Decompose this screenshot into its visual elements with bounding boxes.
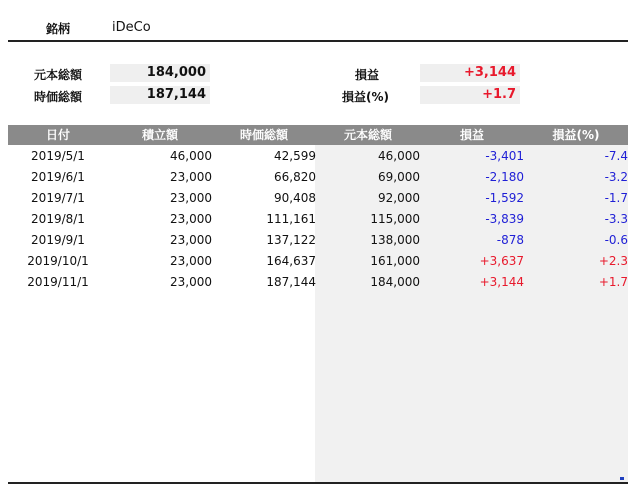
table-header — [8, 125, 628, 145]
table-row — [8, 230, 628, 251]
table-row — [8, 188, 628, 209]
cell-plpct[interactable]: -3.3 — [604, 212, 628, 226]
cell-pl[interactable]: -2,180 — [485, 170, 524, 184]
cell-market-value[interactable]: 164,637 — [266, 254, 316, 268]
col-header-contribution[interactable]: 積立額 — [141, 128, 178, 142]
col-header-pl[interactable]: 損益 — [459, 128, 484, 142]
plpct-label: 損益(%) — [342, 90, 389, 104]
col-header-market-value[interactable]: 時価総額 — [239, 128, 288, 142]
cell-date[interactable]: 2019/6/1 — [31, 170, 85, 184]
principal-label: 元本総額 — [34, 68, 83, 82]
cell-contribution[interactable]: 23,000 — [170, 233, 212, 247]
col-header-principal[interactable]: 元本総額 — [343, 128, 392, 142]
cell-market-value[interactable]: 137,122 — [266, 233, 316, 247]
table-row — [8, 146, 628, 167]
cell-plpct[interactable]: -0.6 — [604, 233, 628, 247]
cell-pl[interactable]: -3,401 — [485, 149, 524, 163]
cell-market-value[interactable]: 187,144 — [266, 275, 316, 289]
table-row — [8, 251, 628, 272]
plpct-value[interactable]: +1.7 — [420, 86, 520, 104]
cell-contribution[interactable]: 23,000 — [170, 212, 212, 226]
col-header-date[interactable]: 日付 — [45, 128, 70, 142]
cell-date[interactable]: 2019/9/1 — [31, 233, 85, 247]
cell-date[interactable]: 2019/11/1 — [27, 275, 89, 289]
brand-value[interactable]: iDeCo — [112, 20, 151, 35]
pl-value[interactable]: +3,144 — [420, 64, 520, 82]
cell-principal[interactable]: 138,000 — [370, 233, 420, 247]
cell-plpct[interactable]: -7.4 — [604, 149, 628, 163]
fill-handle-icon[interactable] — [620, 477, 624, 480]
cell-pl[interactable]: +3,637 — [479, 254, 524, 268]
cell-date[interactable]: 2019/5/1 — [31, 149, 85, 163]
cell-pl[interactable]: +3,144 — [479, 275, 524, 289]
cell-date[interactable]: 2019/7/1 — [31, 191, 85, 205]
header-divider — [8, 40, 628, 42]
cell-pl[interactable]: -3,839 — [485, 212, 524, 226]
cell-market-value[interactable]: 42,599 — [274, 149, 316, 163]
cell-contribution[interactable]: 23,000 — [170, 275, 212, 289]
cell-date[interactable]: 2019/8/1 — [31, 212, 85, 226]
table-row — [8, 272, 628, 293]
brand-label: 銘柄 — [46, 22, 71, 36]
cell-date[interactable]: 2019/10/1 — [27, 254, 89, 268]
market-value[interactable]: 187,144 — [110, 86, 210, 104]
cell-contribution[interactable]: 46,000 — [170, 149, 212, 163]
cell-principal[interactable]: 92,000 — [378, 191, 420, 205]
cell-principal[interactable]: 184,000 — [370, 275, 420, 289]
pl-label: 損益 — [355, 68, 380, 82]
table-row — [8, 209, 628, 230]
cell-plpct[interactable]: -1.7 — [604, 191, 628, 205]
cell-principal[interactable]: 46,000 — [378, 149, 420, 163]
cell-plpct[interactable]: +2.3 — [598, 254, 628, 268]
market-label: 時価総額 — [34, 90, 83, 104]
cell-plpct[interactable]: -3.2 — [604, 170, 628, 184]
table-row — [8, 167, 628, 188]
cell-principal[interactable]: 69,000 — [378, 170, 420, 184]
footer-divider — [8, 482, 628, 484]
cell-contribution[interactable]: 23,000 — [170, 191, 212, 205]
cell-market-value[interactable]: 90,408 — [274, 191, 316, 205]
cell-market-value[interactable]: 111,161 — [266, 212, 316, 226]
principal-value[interactable]: 184,000 — [110, 64, 210, 82]
cell-contribution[interactable]: 23,000 — [170, 254, 212, 268]
col-header-plpct[interactable]: 損益(%) — [552, 128, 600, 142]
cell-pl[interactable]: -1,592 — [485, 191, 524, 205]
cell-market-value[interactable]: 66,820 — [274, 170, 316, 184]
cell-pl[interactable]: -878 — [496, 233, 524, 247]
cell-contribution[interactable]: 23,000 — [170, 170, 212, 184]
cell-principal[interactable]: 115,000 — [370, 212, 420, 226]
cell-principal[interactable]: 161,000 — [370, 254, 420, 268]
cell-plpct[interactable]: +1.7 — [598, 275, 628, 289]
